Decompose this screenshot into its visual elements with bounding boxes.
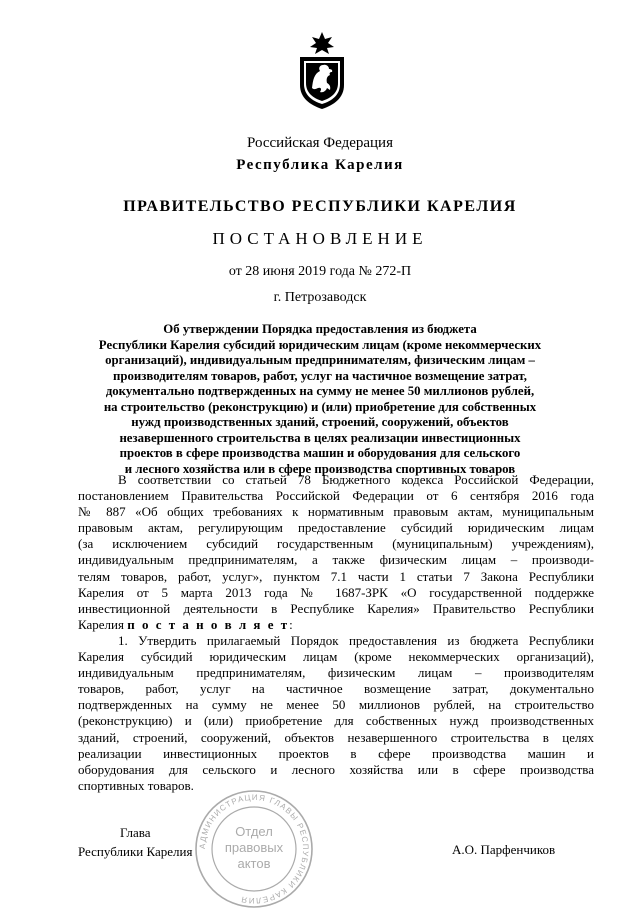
item-line: индивидуальным предпринимателям, физическим лицам – производителям	[78, 665, 594, 681]
preamble-line: В соответствии со статьей 78 Бюджетного кодекса Российской Федерации,	[118, 472, 594, 487]
signatory-organization: Республики Карелия	[78, 844, 193, 859]
preamble-line: телям товаров, работ, услуг», пунктом 7.1 части 1 статьи 7 Закона Республики	[78, 568, 594, 584]
resolves-colon: :	[289, 616, 293, 632]
item-line: 1. Утвердить прилагаемый Порядок предоставления из бюджета Республики	[118, 632, 594, 648]
item-line: зданий, строений, сооружений, объектов незавершенного строительства в целях	[78, 729, 594, 745]
title-line: производителям товаров, работ, услуг на частичное возмещение затрат,	[113, 368, 527, 383]
title-line: на строительство (реконструкцию) и (или) приобретение для собственных	[103, 399, 537, 414]
preamble-line: правовым актам, регулирующим предоставление субсидий юридическим лицам	[78, 520, 594, 536]
resolves-prefix: Карелия	[78, 616, 124, 632]
title-line: организаций), индивидуальным предпринимателям, физическим лицам –	[105, 353, 535, 367]
stamp-line: правовых	[224, 840, 284, 855]
item-line: Карелия субсидий юридическим лицам (кроме некоммерческих организаций),	[78, 649, 594, 665]
official-stamp	[193, 788, 315, 910]
document-body	[78, 472, 594, 794]
signatory-position	[78, 823, 192, 861]
preamble-line: (за исключением субсидий государственным (муниципальным) учреждениям),	[78, 536, 594, 552]
item-line: спортивных товаров.	[78, 777, 194, 793]
document-type: ПОСТАНОВЛЕНИЕ	[212, 229, 428, 248]
preamble-line: № 887 «Об общих требованиях к нормативным правовым актам, муниципальным	[78, 504, 594, 520]
stamp-ring-text: АДМИНИСТРАЦИЯ ГЛАВЫ РЕСПУБЛИКИ КАРЕЛИЯ	[197, 792, 311, 906]
item-line: оборудования для сельского и лесного хозяйства или в сфере производства	[78, 761, 594, 777]
title-line: Об утверждении Порядка предоставления из бюджета	[163, 322, 477, 336]
title-line: и лесного хозяйства или в сфере производства спортивных товаров	[124, 461, 516, 476]
date-number-line: от 28 июня 2019 года № 272-П	[228, 264, 412, 279]
stamp-line: актов	[237, 856, 271, 871]
title-line: проектов в сфере производства машин и оборудования для сельского	[119, 446, 521, 460]
title-line: Республики Карелия субсидий юридическим лицам (кроме некоммерческих	[98, 337, 542, 352]
item-line: реализации инвестиционных проектов в сфере производства машин и	[78, 745, 594, 761]
item-line: товаров, работ, услуг на частичное возмещение затрат, документально	[78, 681, 594, 697]
title-line: нужд производственных зданий, строений, сооружений, объектов	[131, 415, 509, 429]
item-line: подтвержденных на сумму не менее 50 миллионов рублей, на строительство	[78, 697, 594, 713]
title-line: незавершенного строительства в целях реализации инвестиционных	[119, 430, 521, 445]
preamble-line: индивидуальным предпринимателям, а также физическим лицам – производи-	[78, 552, 594, 568]
karelia-coat-of-arms-icon	[296, 30, 348, 110]
signatory-name: А.О. Парфенчиков	[452, 842, 556, 857]
country-name: Российская Федерация	[247, 135, 393, 151]
resolves-word: п о с т а н о в л я е т	[127, 616, 290, 632]
preamble-line: инвестиционной деятельности в Республике Карелия» Правительство Республики	[78, 600, 594, 616]
republic-name: Республика Карелия	[236, 157, 404, 173]
city-line: г. Петрозаводск	[273, 290, 367, 305]
resolves-line	[78, 617, 594, 633]
signatory-title: Глава	[120, 825, 151, 840]
preamble-line: постановлением Правительства Российской Федерации от 6 сентября 2016 года	[78, 488, 594, 504]
title-line: документально подтвержденных на сумму не менее 50 миллионов рублей,	[105, 384, 535, 398]
government-heading: ПРАВИТЕЛЬСТВО РЕСПУБЛИКИ КАРЕЛИЯ	[123, 198, 517, 215]
preamble-line: Карелия от 5 марта 2013 года № 1687-ЗРК «О государственной поддержке	[78, 584, 594, 600]
stamp-line: Отдел	[235, 824, 273, 839]
item-line: (реконструкцию) и (или) приобретение для собственных нужд производственных	[78, 713, 594, 729]
document-title	[60, 322, 580, 477]
